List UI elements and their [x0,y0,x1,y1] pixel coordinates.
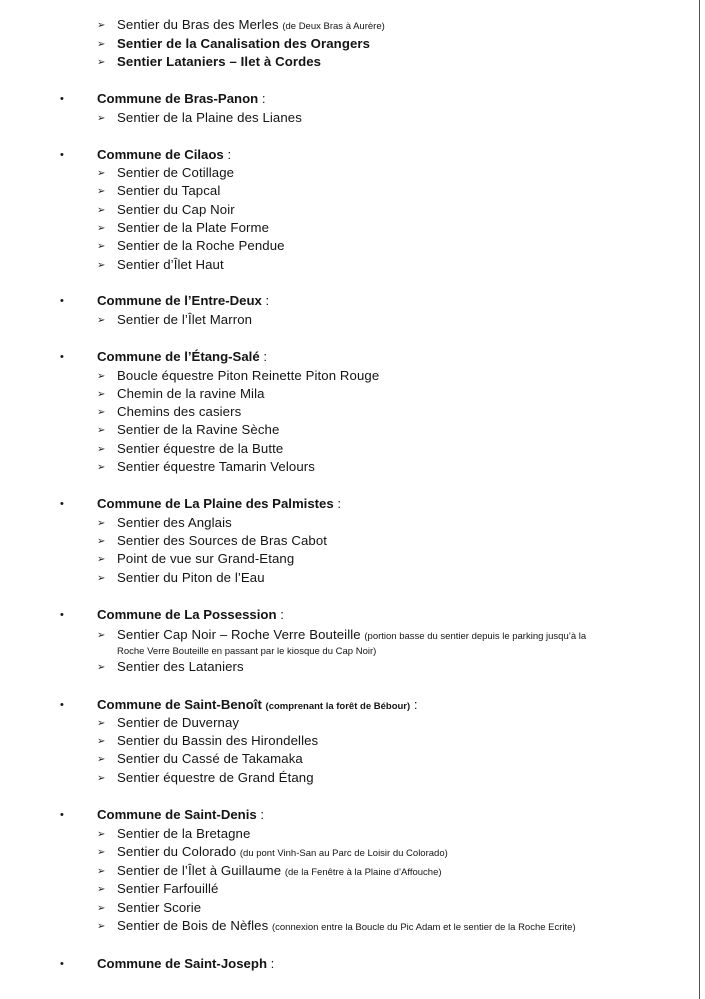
arrow-bullet-icon: ➢ [97,866,106,877]
trail-name: Sentier de la Plate Forme [117,220,270,235]
trail-name: Sentier de l’Îlet Marron [117,312,253,327]
commune-name: Commune de l’Étang-Salé [97,349,260,364]
trail-note: (de Deux Bras à Aurère) [282,21,385,32]
bullet-icon: • [60,958,64,970]
heading-suffix: : [259,349,268,364]
arrow-bullet-icon: ➢ [97,113,106,124]
trail-item [97,256,224,275]
trail-item [97,164,234,183]
commune-heading [60,146,231,164]
trail-item [97,237,285,256]
arrow-bullet-icon: ➢ [97,223,106,234]
trail-item [97,658,244,677]
trail-name: Sentier des Anglais [117,515,232,530]
trail-item [97,182,220,201]
trail-name: Sentier du Bras des Merles [117,17,279,32]
arrow-bullet-icon: ➢ [97,205,106,216]
arrow-bullet-icon: ➢ [97,554,106,565]
arrow-bullet-icon: ➢ [97,921,106,932]
trail-name: Sentier de l’Îlet à Guillaume [117,863,282,878]
bullet-icon: • [60,295,64,307]
trail-name: Sentier du Cassé de Takamaka [117,751,303,766]
trail-note: (portion basse du sentier depuis le parking jusqu’à la [364,631,587,642]
commune-heading [60,348,267,366]
commune-name: Commune de Saint-Joseph [97,956,267,971]
trail-item [97,550,294,569]
heading-suffix: : [256,807,265,822]
trail-item [97,880,219,899]
trail-name: Sentier des Lataniers [117,659,244,674]
commune-heading [60,955,274,973]
arrow-bullet-icon: ➢ [97,407,106,418]
trail-name: Sentier de la Bretagne [117,826,251,841]
trail-item [97,769,314,788]
trail-item [97,219,269,238]
arrow-bullet-icon: ➢ [97,260,106,271]
arrow-bullet-icon: ➢ [97,20,106,31]
trail-note-continuation: Roche Verre Bouteille en passant par le kiosque du Cap Noir) [117,646,377,657]
trail-note: (de la Fenêtre à la Plaine d’Affouche) [284,867,442,878]
arrow-bullet-icon: ➢ [97,573,106,584]
trail-name: Sentier des Sources de Bras Cabot [117,533,328,548]
trail-name: Sentier de la Plaine des Lianes [117,110,302,125]
heading-suffix: : [258,91,266,106]
bullet-icon: • [60,351,64,363]
arrow-bullet-icon: ➢ [97,371,106,382]
trail-item [97,201,235,220]
heading-suffix: : [267,956,275,971]
bullet-icon: • [60,93,64,105]
commune-name: Commune de l’Entre-Deux [97,293,262,308]
heading-suffix: : [261,293,270,308]
bullet-icon: • [60,809,64,821]
trail-name: Sentier de la Canalisation des Orangers [117,36,371,51]
arrow-bullet-icon: ➢ [97,315,106,326]
trail-item [97,440,283,459]
trail-item [97,825,250,844]
bullet-icon: • [60,699,64,711]
trail-name: Sentier équestre de la Butte [117,441,284,456]
arrow-bullet-icon: ➢ [97,829,106,840]
trail-name: Sentier de Duvernay [117,715,240,730]
arrow-bullet-icon: ➢ [97,241,106,252]
commune-heading [60,90,266,108]
trail-name: Sentier de la Roche Pendue [117,238,285,253]
trail-item [97,714,239,733]
trail-name: Sentier du Bassin des Hirondelles [117,733,319,748]
trail-name: Sentier du Piton de l’Eau [117,570,265,585]
trail-item [97,626,586,646]
trail-name: Sentier Farfouillé [117,881,219,896]
commune-heading [60,495,341,513]
arrow-bullet-icon: ➢ [97,57,106,68]
trail-name: Sentier Cap Noir – Roche Verre Bouteille [117,627,361,642]
trail-item [97,750,303,769]
trail-item [97,367,379,386]
commune-heading [60,606,284,624]
trail-item [97,109,302,128]
arrow-bullet-icon: ➢ [97,662,106,673]
trail-item [97,16,385,36]
heading-suffix: : [223,147,232,162]
arrow-bullet-icon: ➢ [97,884,106,895]
bullet-icon: • [60,498,64,510]
trail-item [97,532,327,551]
trail-name: Sentier équestre de Grand Étang [117,770,314,785]
trail-name: Chemin de la ravine Mila [117,386,265,401]
arrow-bullet-icon: ➢ [97,773,106,784]
trail-name: Sentier Lataniers – Ilet à Cordes [117,54,322,69]
commune-heading [60,292,269,310]
commune-name: Commune de Bras-Panon [97,91,259,106]
arrow-bullet-icon: ➢ [97,425,106,436]
trail-name: Sentier du Cap Noir [117,202,235,217]
trail-item [97,899,201,918]
arrow-bullet-icon: ➢ [97,186,106,197]
arrow-bullet-icon: ➢ [97,444,106,455]
trail-name: Sentier de Bois de Nèfles [117,918,269,933]
trail-name: Sentier du Colorado [117,844,237,859]
trail-item [97,35,370,54]
heading-suffix: : [333,496,342,511]
heading-suffix: : [276,607,284,622]
trail-name: Sentier de la Ravine Sèche [117,422,280,437]
trail-name: Sentier de Cotillage [117,165,235,180]
arrow-bullet-icon: ➢ [97,718,106,729]
bullet-icon: • [60,609,64,621]
trail-note: (connexion entre la Boucle du Pic Adam et le sentier de la Roche Ecrite) [271,922,576,933]
commune-name: Commune de La Plaine des Palmistes [97,496,334,511]
bullet-icon: • [60,149,64,161]
trail-item [97,843,448,863]
trail-name: Sentier équestre Tamarin Velours [117,459,315,474]
heading-suffix: : [410,697,418,712]
arrow-bullet-icon: ➢ [97,736,106,747]
commune-name: Commune de Saint-Denis [97,807,257,822]
trail-item [97,403,241,422]
trail-name: Boucle équestre Piton Reinette Piton Rouge [117,368,380,383]
trail-name: Chemins des casiers [117,404,242,419]
arrow-bullet-icon: ➢ [97,754,106,765]
trail-item [97,732,318,751]
trail-item [97,421,279,440]
trail-item [97,862,442,882]
arrow-bullet-icon: ➢ [97,903,106,914]
trail-note: (du pont Vinh-San au Parc de Loisir du Colorado) [239,848,448,859]
arrow-bullet-icon: ➢ [97,389,106,400]
arrow-bullet-icon: ➢ [97,168,106,179]
trail-name: Sentier d’Îlet Haut [117,257,224,272]
commune-note: (comprenant la forêt de Bébour) [265,701,411,712]
trail-name: Sentier Scorie [117,900,202,915]
trail-name: Sentier du Tapcal [117,183,221,198]
trail-item [97,917,576,937]
arrow-bullet-icon: ➢ [97,462,106,473]
arrow-bullet-icon: ➢ [97,847,106,858]
trail-item [97,569,265,588]
commune-name: Commune de Saint-Benoît [97,697,262,712]
arrow-bullet-icon: ➢ [97,518,106,529]
trail-item [97,514,232,533]
trail-item [97,53,321,72]
commune-heading [60,806,264,824]
arrow-bullet-icon: ➢ [97,630,106,641]
arrow-bullet-icon: ➢ [97,39,106,50]
trail-item [97,385,265,404]
trail-item [97,458,315,477]
scan-edge-line [699,0,700,999]
commune-name: Commune de La Possession [97,607,277,622]
trail-name: Point de vue sur Grand-Etang [117,551,295,566]
trail-item [97,311,252,330]
arrow-bullet-icon: ➢ [97,536,106,547]
commune-name: Commune de Cilaos [97,147,224,162]
commune-heading [60,696,417,716]
